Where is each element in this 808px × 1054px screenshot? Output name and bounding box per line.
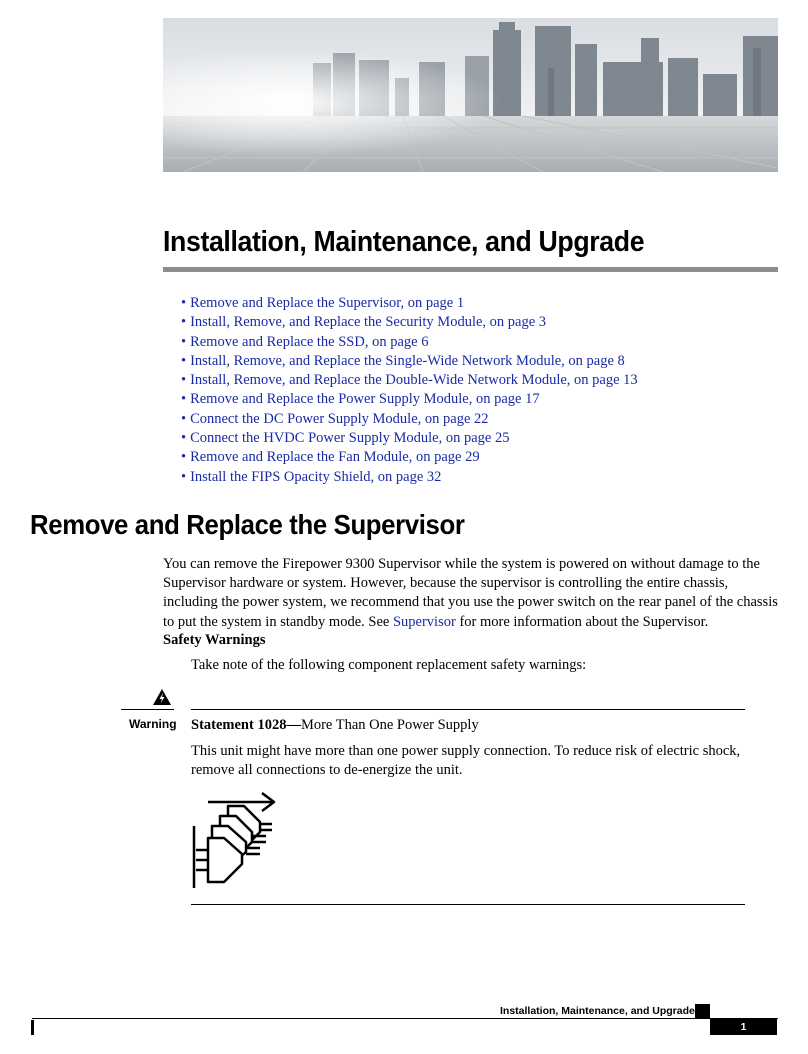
chapter-title: Installation, Maintenance, and Upgrade (163, 226, 645, 258)
supervisor-link[interactable]: Supervisor (392, 613, 456, 630)
toc-item (181, 294, 638, 313)
footer-rule (32, 1018, 778, 1019)
toc-item (181, 448, 638, 467)
toc-link[interactable]: Install, Remove, and Replace the Single-Wide Network Module, on page 8 (190, 352, 625, 369)
toc-item (181, 371, 638, 390)
toc-bullet: • (181, 468, 187, 485)
toc-link[interactable]: Connect the HVDC Power Supply Module, on page 25 (190, 430, 510, 447)
toc-link[interactable]: Remove and Replace the Supervisor, on page 1 (190, 295, 465, 311)
toc-bullet: • (181, 391, 187, 408)
toc-item (181, 352, 638, 371)
toc-link[interactable]: Install, Remove, and Replace the Double-Wide Network Module, on page 13 (190, 372, 638, 389)
toc-item (181, 410, 638, 429)
statement-title: More Than One Power Supply (300, 717, 479, 733)
toc-link[interactable]: Install the FIPS Opacity Shield, on page 32 (190, 468, 442, 485)
chapter-toc (181, 294, 638, 487)
statement-number: Statement 1028— (191, 717, 301, 733)
toc-bullet: • (181, 295, 187, 311)
toc-bullet: • (181, 314, 187, 331)
toc-link[interactable]: Remove and Replace the Power Supply Module, on page 17 (190, 391, 540, 408)
page-number: 1 (710, 1019, 777, 1035)
toc-item (181, 313, 638, 332)
safety-note: Take note of the following component replacement safety warnings: (191, 657, 587, 673)
toc-bullet: • (181, 410, 187, 427)
intro-paragraph (163, 555, 783, 632)
toc-bullet: • (181, 333, 187, 350)
intro-text: You can remove the Firepower 9300 Supervisor while the system is powered on without damage to the Supervisor hardware or system. However, because the supervisor is controlling the entire chassis, including the power system, we recommend that you use the power switch on the rear panel of the chassis to put the system in standby mode. See (163, 556, 778, 630)
footer-marker (695, 1004, 710, 1018)
toc-link[interactable]: Connect the DC Power Supply Module, on page 22 (190, 410, 489, 427)
intro-text-end: for more information about the Supervisor. (455, 613, 709, 630)
chapter-title-rule (163, 267, 778, 272)
warning-bottom-rule (191, 904, 745, 905)
warning-top-rule (191, 709, 745, 710)
toc-bullet: • (181, 372, 187, 389)
warning-text: This unit might have more than one power supply connection. To reduce risk of electric shock, remove all connections to de-energize the unit. (191, 743, 741, 779)
section-title: Remove and Replace the Supervisor (30, 509, 465, 540)
toc-item (181, 333, 638, 352)
safety-warnings-heading: Safety Warnings (163, 632, 266, 648)
warning-label: Warning (129, 717, 177, 731)
toc-bullet: • (181, 430, 187, 447)
toc-bullet: • (181, 352, 187, 369)
toc-item (181, 390, 638, 409)
footer-tick (31, 1020, 34, 1035)
toc-item (181, 468, 638, 487)
multiple-power-supply-icon (188, 790, 280, 897)
footer-title: Installation, Maintenance, and Upgrade (500, 1005, 695, 1017)
warning-label-rule (121, 709, 174, 710)
header-skyline-image (163, 18, 778, 172)
toc-link[interactable]: Remove and Replace the SSD, on page 6 (190, 333, 429, 350)
toc-link[interactable]: Remove and Replace the Fan Module, on page 29 (190, 449, 480, 466)
toc-link[interactable]: Install, Remove, and Replace the Security Module, on page 3 (190, 314, 547, 331)
toc-bullet: • (181, 449, 187, 466)
warning-triangle-icon (152, 688, 172, 711)
toc-item (181, 429, 638, 448)
warning-statement (191, 717, 479, 734)
